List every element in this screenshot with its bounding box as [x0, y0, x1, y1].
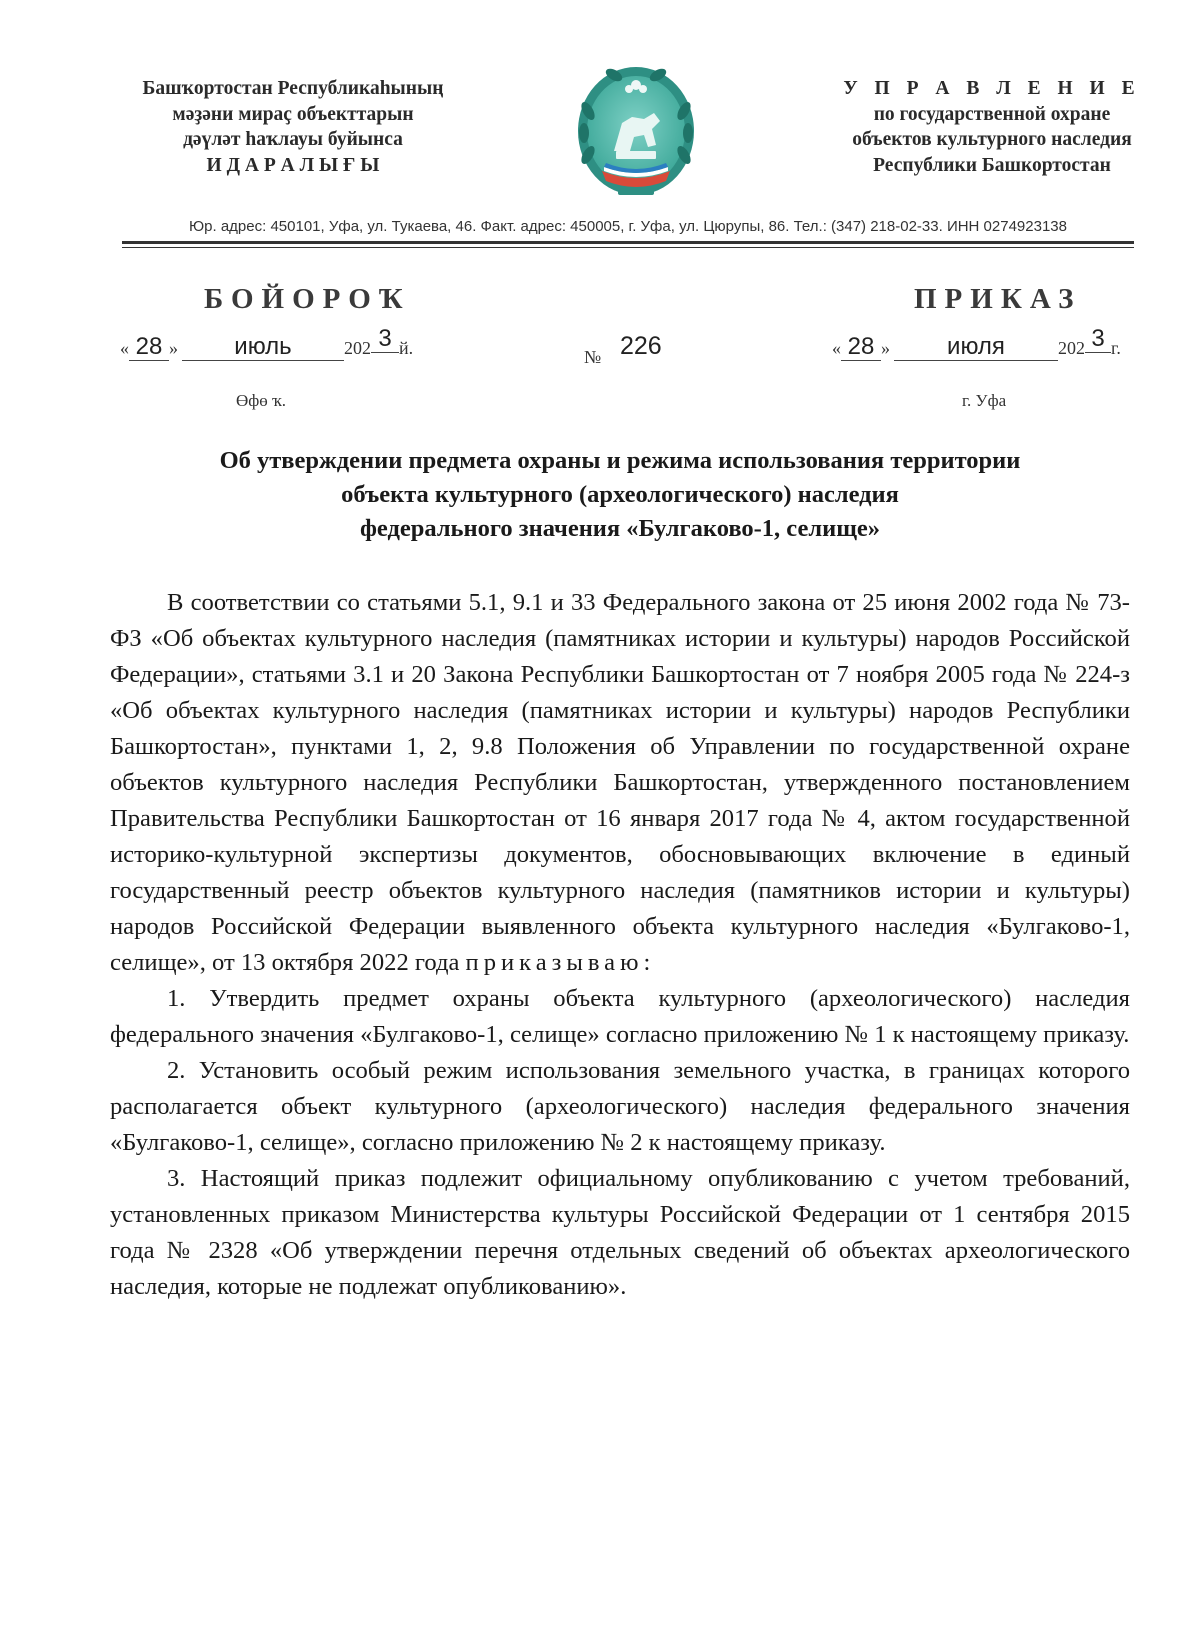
order-item-2: 2. Установить особый режим использования земельного участка, в границах которого располагается объект культурного (археологического) наследия федерального значения «Булгаково-1, селище», согласно приложению № 2 к настоящему приказу. [110, 1057, 1130, 1156]
date-left-year-prefix: 202 [344, 338, 371, 358]
header-address: Юр. адрес: 450101, Уфа, ул. Тукаева, 46. Факт. адрес: 450005, г. Уфа, ул. Цюрупы, 86. Тел.: (347) 218-02-33. ИНН 0274923138 [189, 218, 1067, 235]
order-label-bashkir: БОЙОРОҠ [204, 283, 411, 315]
header-russian-line-1: У П Р А В Л Е Н И Е [843, 78, 1141, 99]
title-line-1: Об утверждении предмета охраны и режима использования территории [219, 447, 1021, 474]
header-rule-thin [122, 247, 1134, 248]
city-bashkir: Өфө ҡ. [236, 391, 287, 410]
order-item-1: 1. Утвердить предмет охраны объекта культурного (археологического) наследия федерального значения «Булгаково-1, селище» согласно приложению № 1 к настоящему приказу. [110, 985, 1130, 1048]
title-line-2: объекта культурного (археологического) наследия [341, 481, 899, 508]
header-russian-line-4: Республики Башкортостан [873, 154, 1111, 176]
date-right-year-prefix: 202 [1058, 338, 1085, 358]
preamble-paragraph [110, 585, 1130, 981]
preamble-text: В соответствии со статьями 5.1, 9.1 и 33 Федерального закона от 25 июня 2002 года № 73-ФЗ «Об объектах культурного наследия (памятниках истории и культуры) народов Российской Федерации», статьями 3.1 и 20 Закона Республики Башкортостан от 7 ноября 2005 года № 224-з «Об объектах культурного наследия (памятниках истории и культуры) народов Республики Башкортостан», пунктами 1, 2, 9.8 Положения об Управлении по государственной охране объектов культурного наследия Республики Башкортостан, утвержденного постановлением Правительства Республики Башкортостан от 16 января 2017 года № 4, актом государственной историко-культурной экспертизы документов, обосновывающих включение в единый государственный реестр объектов культурного наследия (памятников истории и культуры) народов Российской Федерации выявленного объекта культурного наследия «Булгаково-1, селище», от 13 октября 2022 года [110, 589, 1130, 976]
date-left-month: июль [182, 334, 344, 361]
city-russian: г. Уфа [962, 391, 1007, 410]
order-number: 226 [620, 332, 662, 360]
document-title [110, 444, 1130, 546]
date-right-month: июля [894, 334, 1058, 361]
header-bashkir-line-1: Башҡортостан Республикаһының [142, 78, 444, 99]
coat-of-arms-icon [574, 63, 698, 203]
header-bashkir-line-4: И Д А Р А Л Ы Ғ Ы [206, 154, 380, 176]
header-russian-line-2: по государственной охране [873, 103, 1111, 125]
date-left-open-quote: « [120, 338, 129, 358]
date-left-suffix: й. [399, 338, 414, 358]
date-line-right [832, 325, 1121, 361]
date-left-close-quote: » [169, 338, 178, 358]
header-bashkir-block [113, 76, 473, 178]
date-left-day: 28 [129, 334, 169, 361]
date-right-open-quote: « [832, 338, 841, 358]
date-line-left [120, 325, 414, 361]
date-right-close-quote: » [881, 338, 890, 358]
date-right-suffix: г. [1111, 338, 1121, 358]
date-right-year-digit: 3 [1085, 326, 1111, 353]
header-rule-thick [122, 241, 1134, 244]
order-label-russian: ПРИКАЗ [914, 283, 1082, 315]
date-left-year-digit: 3 [371, 326, 399, 353]
order-item-3: 3. Настоящий приказ подлежит официальному опубликованию с учетом требований, установленных приказом Министерства культуры Российской Федерации от 1 сентября 2015 года № 2328 «Об утверждении перечня отдельных сведений об объектах археологического наследия, которые не подлежат опубликованию». [110, 1165, 1130, 1300]
document-body [110, 585, 1130, 1305]
title-line-3: федерального значения «Булгаково-1, селище» [359, 515, 881, 542]
header-russian-line-3: объектов культурного наследия [852, 129, 1132, 150]
header-russian-block [812, 76, 1172, 178]
preamble-verb: приказываю: [465, 949, 656, 976]
order-number-label: № [584, 347, 602, 367]
header-bashkir-line-3: дәүләт һаҡлауы буйынса [183, 129, 403, 150]
date-right-day: 28 [841, 334, 881, 361]
header-bashkir-line-2: мәҙәни мираҫ объекттарын [172, 103, 414, 125]
